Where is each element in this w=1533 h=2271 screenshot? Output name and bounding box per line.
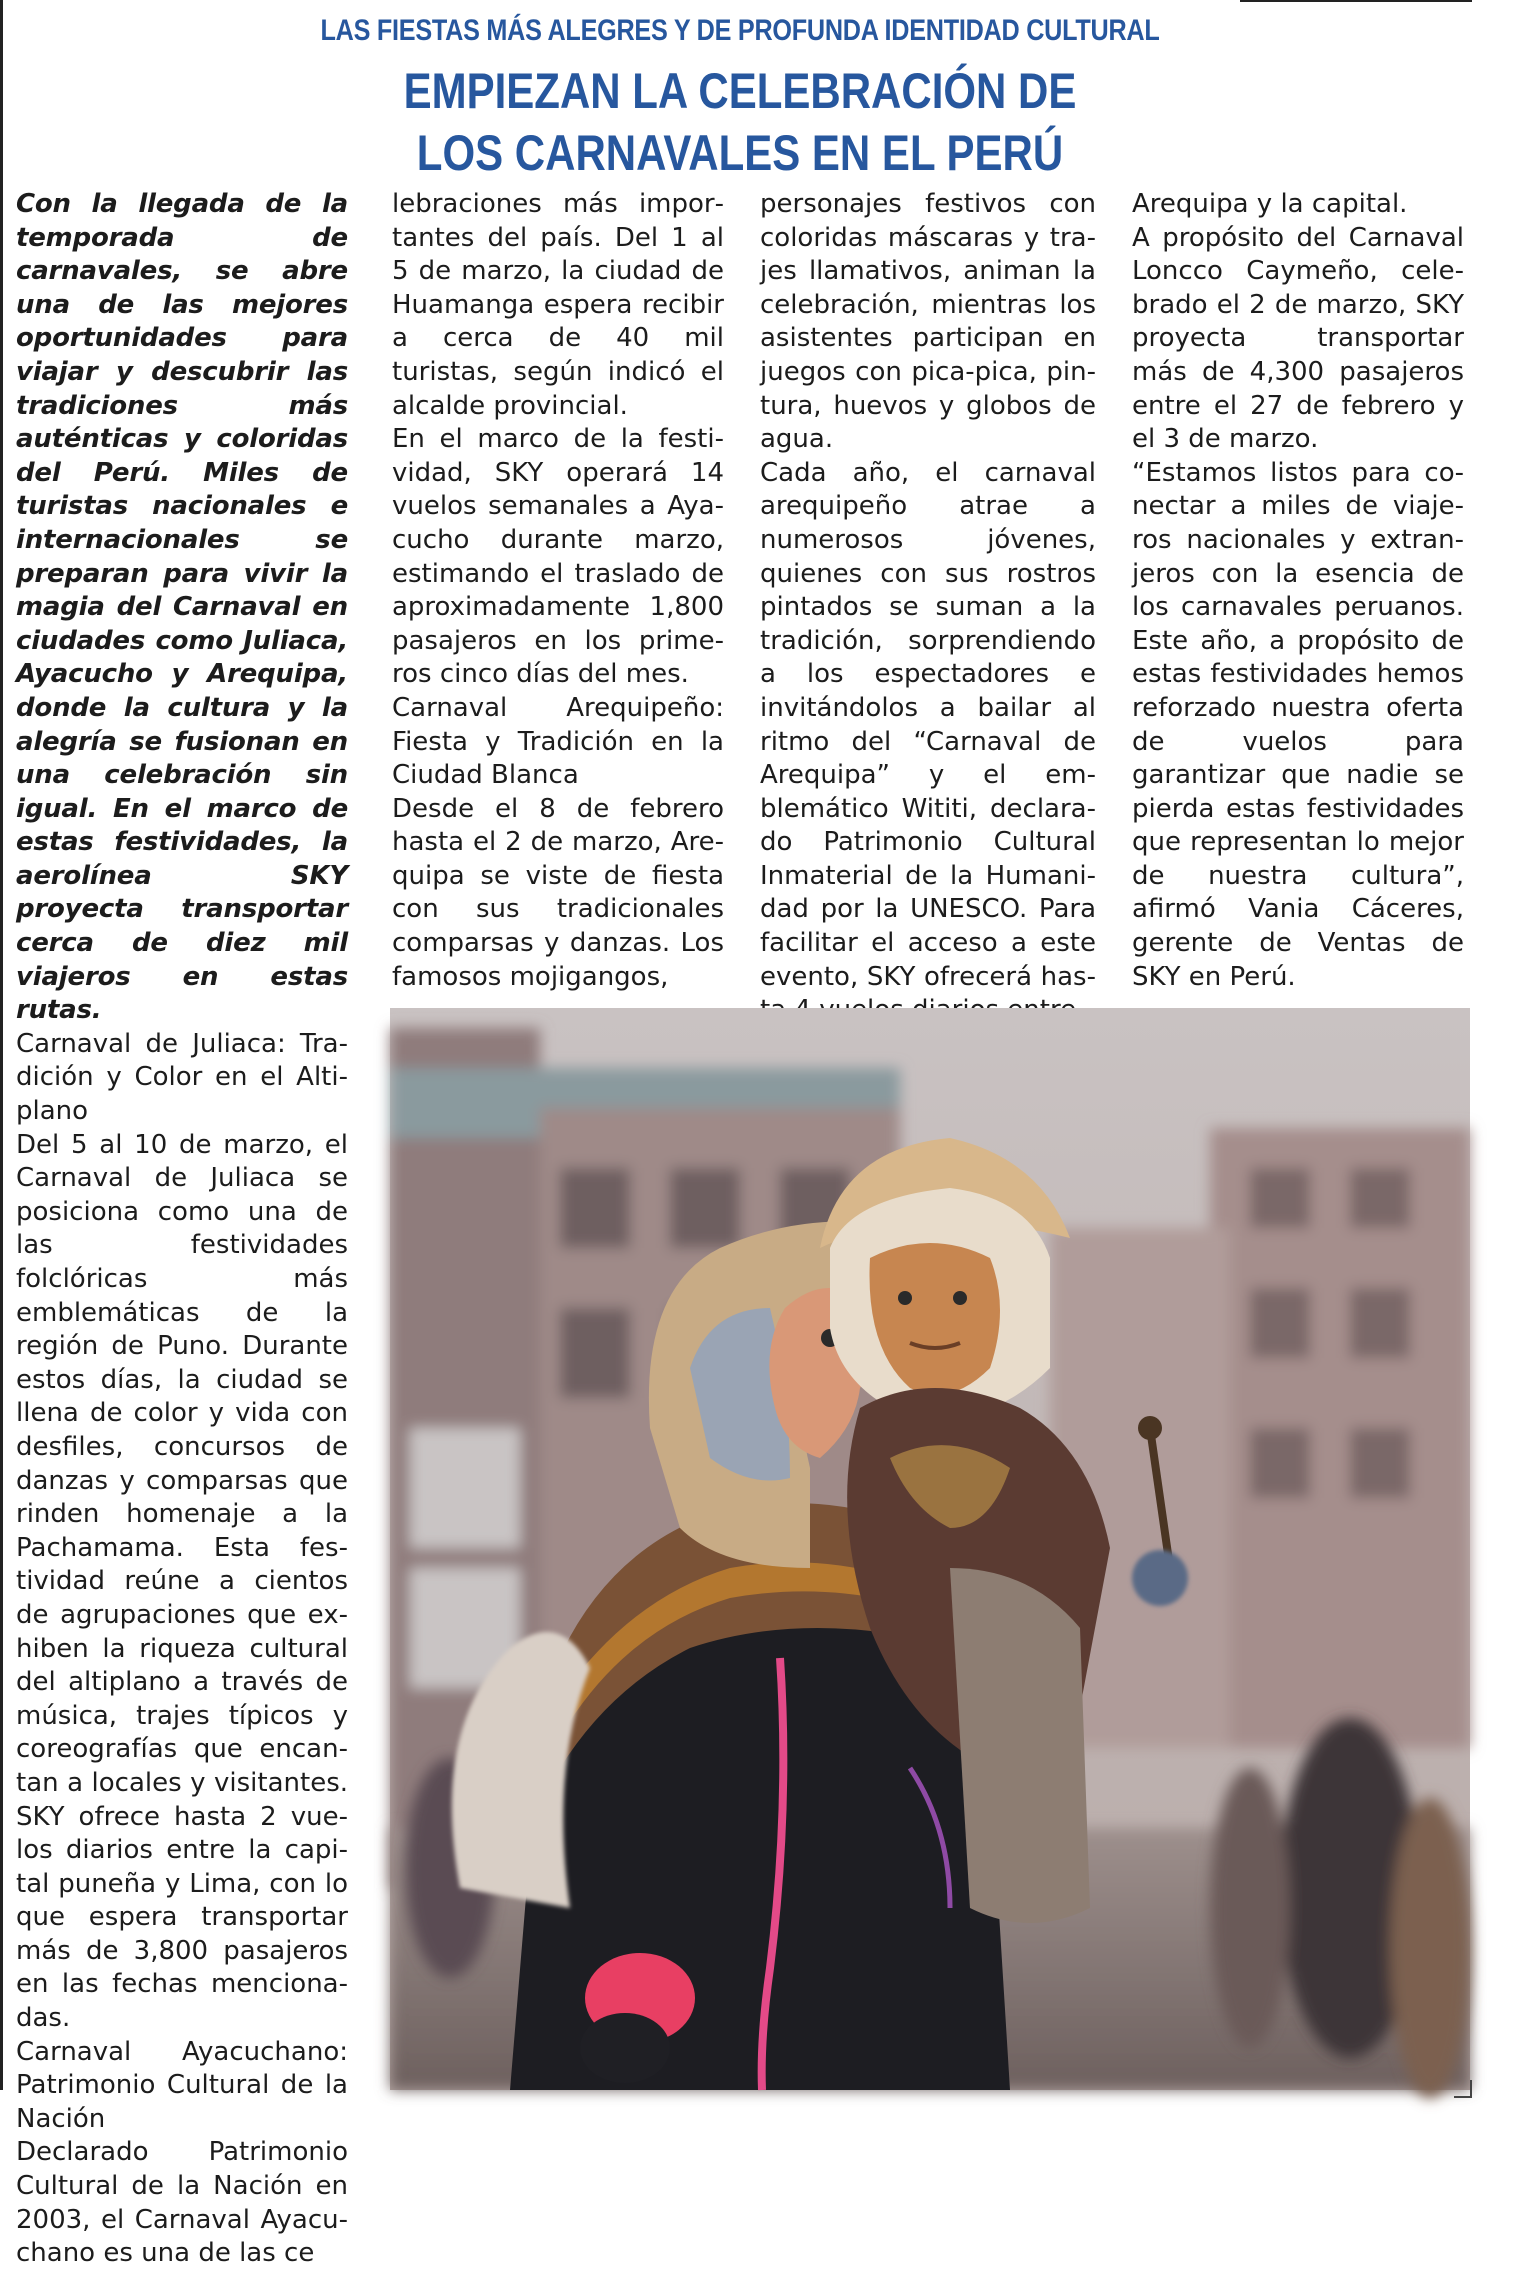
crop-mark bbox=[1454, 2080, 1472, 2098]
paragraph-sky-ayacucho: En el marco de la festividad, SKY operará 14 vuelos semanales a Ayacucho durante marzo, estimando el traslado de aproximadamente 1,800 pasajeros en los primeros cinco días del mes. bbox=[392, 424, 724, 690]
paragraph-quote: “Estamos listos para conectar a miles de viajeros nacionales y extranjeros con la esencia de los carnavales peruanos. Este año, a propósito de estas festividades hemos reforzado nuestra oferta de vuelos para garantizar que nadie se pierda estas festividades que representan lo mejor de nuestra cultura”, afirmó Vania Cáceres, gerente de Ventas de SKY en Perú. bbox=[1132, 457, 1464, 992]
paragraph-arequipa-end: Arequipa y la capital. bbox=[1132, 189, 1408, 219]
left-margin-rule bbox=[0, 0, 3, 2090]
headline-line-1: EMPIEZAN LA CELEBRACIÓN DE bbox=[403, 63, 1077, 119]
lead-paragraph: Con la llegada de la temporada de carnavales, se abre una de las mejores oportunidades para viajar y descubrir las tradiciones más auténticas y coloridas del Perú. Miles de turistas nacionales e internacionales se preparan para vivir la magia del Carnaval en ciudades como Juliaca, Ayacucho y Arequipa, donde la cultura y la alegría se fusionan en una celebración sin igual. En el marco de estas festividades, la aerolínea SKY proyecta transportar cerca de diez mil viajeros en estas rutas. bbox=[16, 189, 348, 1026]
paragraph-arequipa-cont: personajes festivos con coloridas máscaras y trajes llamativos, animan la celebración, mientras los asistentes participan en juegos con pica-pica, pintura, huevos y globos de agua. bbox=[760, 189, 1096, 455]
column-4 bbox=[1132, 188, 1464, 1000]
carnival-dancers-illustration bbox=[390, 1008, 1470, 2090]
carnival-photo bbox=[390, 1008, 1470, 2090]
headline-line-2: LOS CARNAVALES EN EL PERÚ bbox=[416, 125, 1064, 181]
paragraph-arequipa-young: Cada año, el carnaval arequipeño atrae a numerosos jóvenes, quienes con sus rostros pintados se suman a la tradición, sorprendiendo a los espectadores e invitándolos a bailar al ritmo del “Carnaval de Arequipa” y el emblemático Wititi, declarado Patrimonio Cultural Inmaterial de la Humanidad por la UNESCO. Para facilitar el acceso a este evento, SKY ofrecerá has bbox=[760, 457, 1096, 992]
headline bbox=[118, 60, 1361, 184]
column-2 bbox=[392, 188, 724, 1000]
subhead-arequipa: Carnaval Arequipeño: Fiesta y Tradición en la Ciudad Blanca bbox=[392, 692, 724, 791]
paragraph-loncco: A propósito del Carnaval Loncco Caymeño, celebrado el 2 de marzo, SKY proyecta transportar más de 4,300 pasajeros entre el 27 de febrero y el 3 de marzo. bbox=[1132, 222, 1464, 455]
paragraph-juliaca: Del 5 al 10 de marzo, el Carnaval de Juliaca se posiciona como una de las festividades folclóricas más emblemáticas de la región de Puno. Durante estos días, la ciudad se llena de color y vida con desfiles, concursos de danzas y comparsas que rinden homenaje a la Pachamama. Esta festividad reúne a cientos de agrupaciones que exhiben la riqueza cultural del altiplano a través de música, trajes típicos y coreografías que encantan a locales y visitantes. SKY ofrece hasta 2 vuelos diarios entre la capital puneña y Lima, con lo que espera transportar más de 3,800 pasajeros en las fechas mencionadas. bbox=[16, 1129, 348, 2034]
header-rule bbox=[1240, 0, 1472, 2]
kicker: LAS FIESTAS MÁS ALEGRES Y DE PROFUNDA IDENTIDAD CULTURAL bbox=[320, 14, 1160, 47]
column-3 bbox=[760, 188, 1096, 1000]
subhead-juliaca: Carnaval de Juliaca: Tradición y Color en el Altiplano bbox=[16, 1028, 348, 1127]
subhead-ayacucho: Carnaval Ayacuchano: Patrimonio Cultural de la Nación bbox=[16, 2036, 348, 2134]
paragraph-arequipa-start: Desde el 8 de febrero hasta el 2 de marzo, Arequipa se viste de fiesta con sus tradicionales comparsas y danzas. Los famosos mojigangos, bbox=[392, 793, 724, 992]
paragraph-ayacucho-start: Declarado Patrimonio Cultural de la Nación en 2003, el Carnaval Ayacuchano es una de las ce bbox=[16, 2137, 348, 2269]
column-1 bbox=[16, 188, 348, 2269]
paragraph-ayacucho-cont: lebraciones más importantes del país. Del 1 al 5 de marzo, la ciudad de Huamanga espera recibir a cerca de 40 mil turistas, según indicó el alcalde provincial. bbox=[392, 189, 724, 421]
